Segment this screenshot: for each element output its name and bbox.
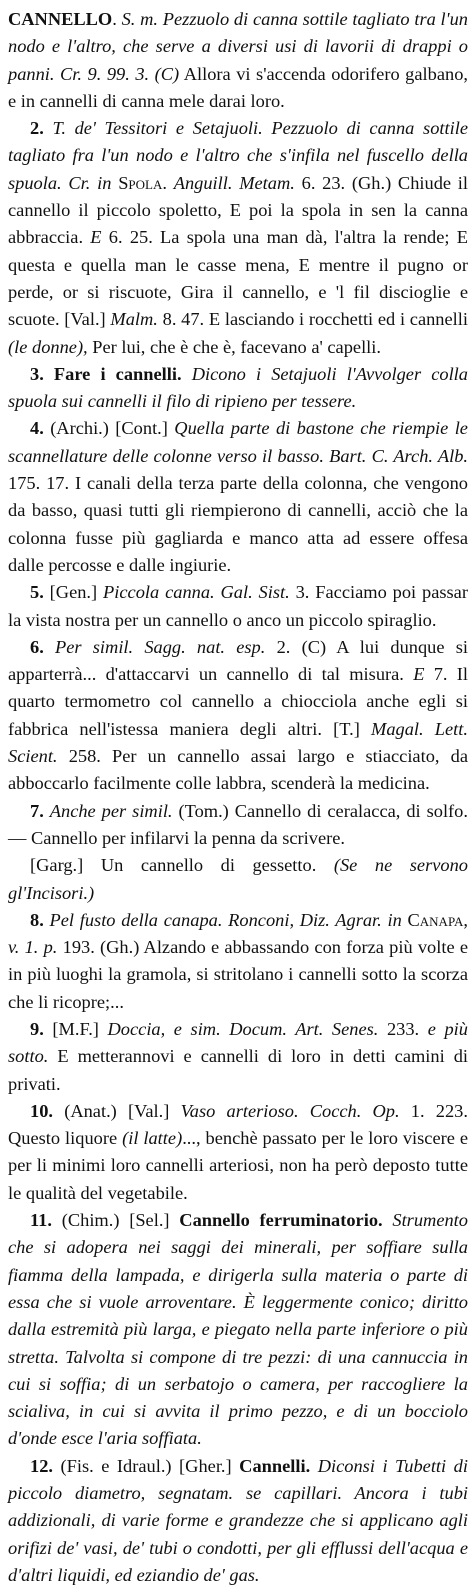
definition: Piccola canna. Gal. Sist. [103,582,290,603]
sense-number: 4. [30,418,44,439]
sense-7 [8,798,468,853]
definition: Pel fusto della canapa. Ronconi, Diz. Agrar. in [49,909,402,930]
sense-4 [8,415,468,579]
sense-label: Fare i cannelli. [53,363,182,384]
sense-label: (Archi.) [Cont.] [50,418,168,439]
quotation: 6. 23. (Gh.) Chiude il cannello il piccolo spoletto, E poi la spola in sen la canna abbraccia. [8,172,469,248]
quotation: 3. Facciamo poi passar la vista nostra per un cannello o anco un piccolo spiraglio. [8,582,468,630]
sense-number: 3. [30,363,44,384]
sense-number: 6. [30,636,44,657]
reference: Cr. 9. 99. 3. (C) [60,63,180,84]
sense-9 [8,1016,468,1098]
sense-6 [8,634,468,798]
quotation: 7. Il quarto termometro col cannello a chiocciola anche egli si fabbrica nell'istessa maniera degli altri. [T.] [8,664,468,739]
quotation: (Tom.) Cannello di ceralacca, di solfo. — Cannello per infilarvi la penna da scrivere. [8,800,468,848]
quotation: 2. (C) A lui dunque si apparterrà... d'attaccarvi un cannello di tal misura. [8,636,468,685]
sense-2 [8,115,468,361]
sense-number: 2. [30,118,44,139]
reference: E [90,227,102,248]
definition: Pezzuolo di canna sottile tagliato tra l'un nodo e l'altro, che serve a diversi usi di lavorii di drappi o panni. [8,9,468,84]
sense-10 [8,1098,468,1207]
sense-term: Cannelli. [239,1455,311,1476]
quotation: 233. [386,1018,420,1039]
sense-3 [8,361,468,416]
sense-number: 8. [30,909,44,930]
quotation: E metterannovi e cannelli di loro in detti camini di privati. [8,1046,468,1094]
reference: Cr. in [68,172,112,193]
reference: Anguill. Metam. [173,172,295,193]
quotation: 6. 25. La spola una man dà, l'altra la rende; E questa e quella man le casse mena, E mentre il pugno or perde, or si riscuote, Gira il cannello, e 'l fil discioglie e scuote. [Val.] [8,227,468,330]
cross-reference: Spola. [118,172,167,193]
definition: Diconsi i Tubetti di piccolo diametro, segnatam. se capillari. Ancora i tubi addizionali, di varie forme e grandezze che si applicano agli orifizi de' vasi, de' tubi o condotti, per gli efflussi dell'acqua e d'altri liquidi, ed eziandio de' gas. [8,1455,468,1585]
definition: Quella parte di bastone che riempie le scannellature delle colonne verso il basso. Bart. C. Arch. Alb. [8,418,468,466]
sense-number: 7. [30,800,44,821]
definition: Dicono i Setajuoli l'Avvolger colla spuola sui cannelli il filo di ripieno per tessere. [8,363,468,412]
sense-label: (Chim.) [Sel.] [61,1210,170,1231]
definition: Anche per simil. [49,800,173,821]
reference: e più sotto. [8,1018,468,1067]
headword: CANNELLO [8,9,113,29]
sense-label: T. de' Tessitori e Setajuoli. [52,118,263,139]
grammar-label: S. m. [121,9,159,29]
definition: Per simil. Sagg. nat. esp. [55,636,266,657]
sense-8 [8,907,468,1016]
gloss: (il latte) [122,1128,183,1149]
quotation: 193. (Gh.) Alzando e abbassando con forza più volte e in più luoghi la gramola, si stritolano i cannelli sotto la scorza che li ricopre;... [8,937,468,1012]
sense-12 [8,1453,468,1589]
cross-reference: Canapa, [407,909,468,930]
definition: Pezzuolo di canna sottile tagliato fra l'un nodo e l'altro che s'infila nel fuscello della spuola. [8,118,468,193]
reference: Magal. Lett. Scient. [8,718,468,767]
sense-label: [Garg.] [30,855,84,876]
sense-number: 12. [30,1455,53,1476]
sense-11 [8,1207,468,1453]
gloss: (le donne), [8,336,88,357]
reference: v. 1. p. [8,937,58,958]
sense-garg [8,852,468,907]
sense-label: [Gen.] [49,582,98,603]
reference: Malm. [110,309,158,330]
quotation: 8. 47. E lasciando i rocchetti ed i cannelli [162,309,468,330]
sense-label: (Fis. e Idraul.) [Gher.] [60,1455,232,1476]
quotation: 258. Per un cannello assai largo e stiacciato, da abboccarlo facilmente colle labbra, scenderà la medicina. [8,746,468,794]
quotation: 175. 17. I canali della terza parte della colonna, che vengono da basso, quasi tutti gli riempierono di cannelli, acciò che la colonna fusse più gagliarda e manco atta ad essere offesa dalle percosse e dalle ingiurie. [8,473,468,575]
quotation: Allora vi s'accenda odorifero galbano, e in cannelli di canna mele darai loro. [8,63,468,111]
sense-number: 10. [30,1100,53,1121]
quotation: ..., benchè passato per le loro viscere e per li minimi loro cannelli arteriosi, non ha però deposto tutte le qualità del vegetabile. [8,1128,469,1203]
sense-number: 5. [30,582,44,603]
sense-term: Cannello ferruminatorio. [179,1210,383,1231]
quotation: 1. 223. Questo liquore [8,1100,468,1149]
entry-cannello: CANNELLO. S. m. Pezzuolo di canna sottile tagliato tra l'un nodo e l'altro, che serve a diversi usi di lavorii di drappi o panni. Cr. 9. 99. 3. (C) Allora vi s'accenda odorifero galbano, e in cannelli di canna mele darai loro. [8,9,468,111]
sense-label: (Anat.) [Val.] [64,1100,170,1121]
sense-label: [M.F.] [52,1018,99,1039]
reference: E [413,664,425,685]
gloss: (Se ne servono gl'Incisori.) [8,855,468,903]
definition: Strumento che si adopera nei saggi dei minerali, per soffiare sulla fiamma della lampada, e dirigerla sulla materia o parte di essa che si vuole arroventare. È leggermente conico; diritto dalla estremità più larga, e piegato nella parte inferiore o più stretta. Talvolta si compone di tre pezzi: di una cannuccia in cui si soffia; di un serbatojo o camera, per raccogliere la scialiva, in cui si avvita il primo pezzo, e di un bocciolo d'onde esce l'aria soffiata. [8,1210,468,1449]
quotation: Per lui, che è che è, facevano a' capelli. [92,336,381,357]
sense-5 [8,579,468,634]
quotation: Un cannello di gessetto. [100,855,317,876]
definition: Doccia, e sim. Docum. Art. Senes. [107,1018,379,1039]
sense-number: 11. [30,1210,52,1231]
definition: Vaso arterioso. Cocch. Op. [180,1100,400,1121]
sense-number: 9. [30,1018,44,1039]
